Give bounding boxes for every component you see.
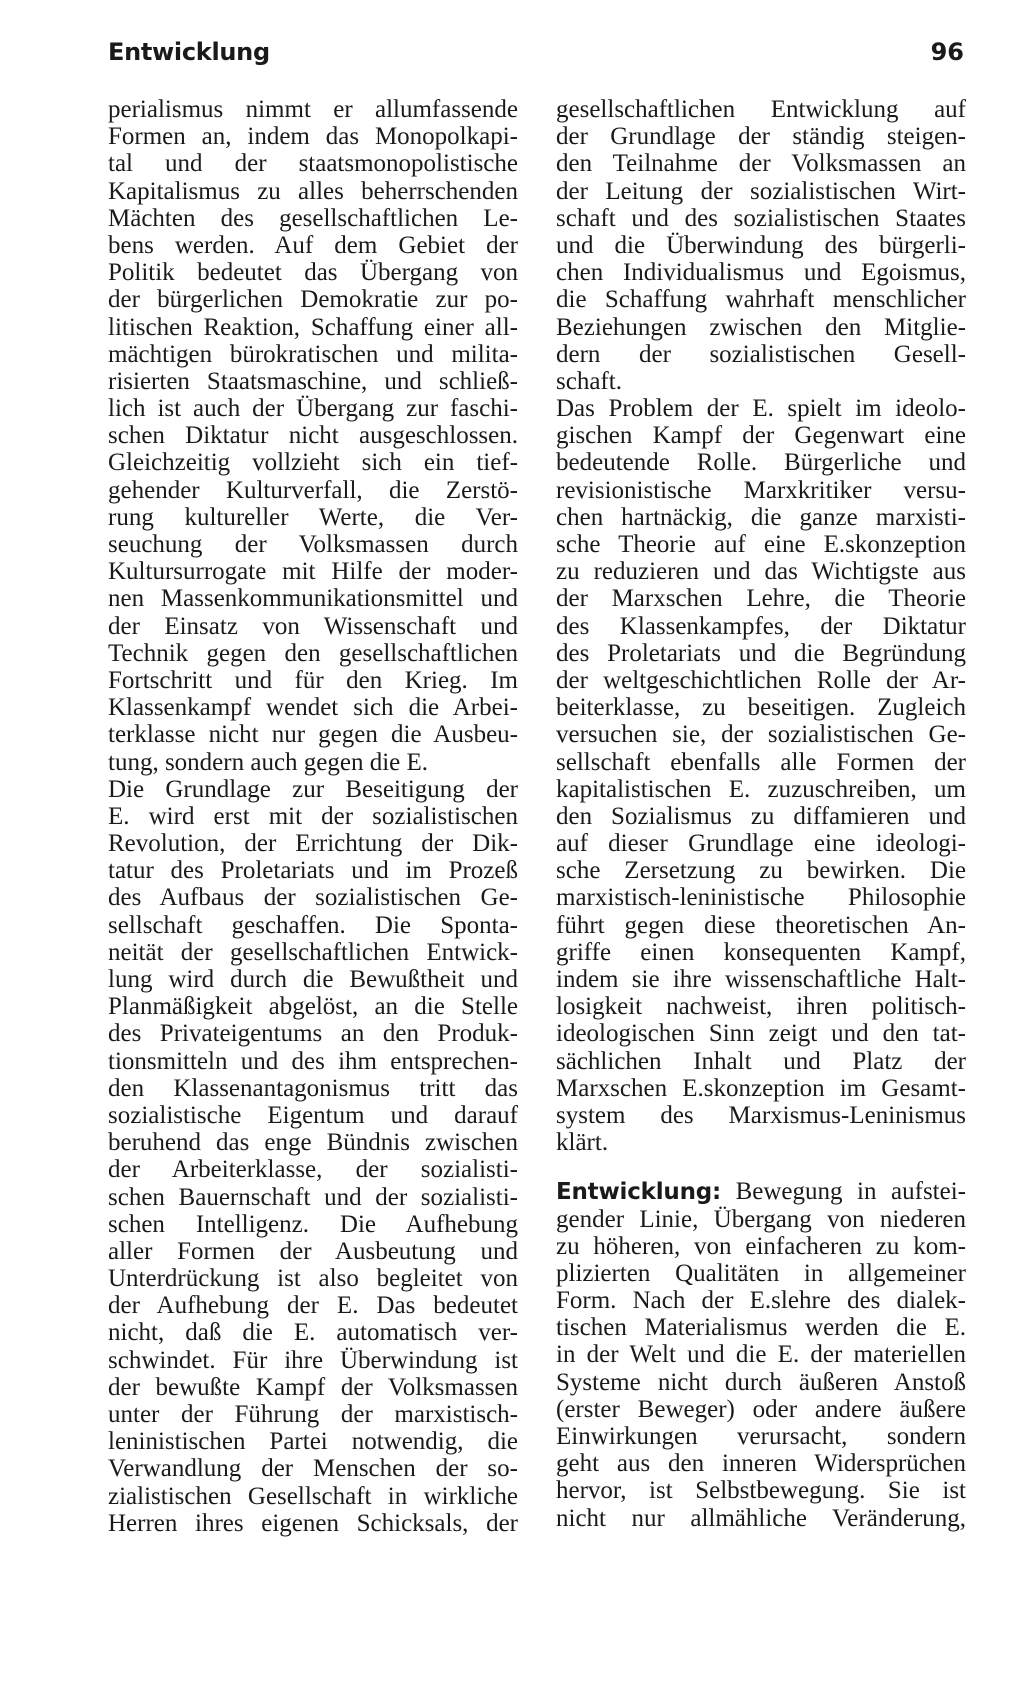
text-line: Formen an, indem das Monopolkapi- [108,123,518,151]
text-line: gender Linie, Übergang von niederen [556,1205,966,1233]
text-line: Revolution, der Errichtung der Dik- [108,830,518,858]
text-line: gischen Kampf der Gegenwart eine [556,422,966,450]
text-line: des Klassenkampfes, der Diktatur [556,612,966,640]
text-line: Systeme nicht durch äußeren Anstoß [556,1368,966,1396]
text-line: auf dieser Grundlage eine ideologi- [556,830,966,858]
text-line: revisionistische Marxkritiker versu- [556,476,966,504]
text-line: klärt. [556,1129,609,1157]
header-keyword: Entwicklung [108,38,270,66]
text-line: den Teilnahme der Volksmassen an [556,150,966,178]
text-line: Gleichzeitig vollzieht sich ein tief- [108,449,518,477]
text-line: Verwandlung der Menschen der so- [108,1455,518,1483]
text-line: schaft. [556,367,622,395]
text-line: (erster Beweger) oder andere äußere [556,1395,966,1423]
text-line: den Klassenantagonismus tritt das [108,1074,518,1102]
text-line: ideologischen Sinn zeigt und den tat- [556,1020,966,1048]
text-line: gehender Kulturverfall, die Zerstö- [108,476,518,504]
text-line: kapitalistischen E. zuzuschreiben, um [556,775,966,803]
text-line: tionsmitteln und des ihm entsprechen- [108,1047,518,1075]
text-line: des Proletariats und die Begründung [556,639,966,667]
text-line: beruhend das enge Bündnis zwischen [108,1129,518,1157]
entry-first-line-text: Bewegung in aufstei- [735,1178,966,1206]
text-line: Politik bedeutet das Übergang von [108,259,518,287]
text-line: nicht nur allmähliche Veränderung, [556,1504,966,1532]
text-line: mächtigen bürokratischen und milita- [108,340,518,368]
entry-first-line [556,1178,966,1205]
text-line: der Leitung der sozialistischen Wirt- [556,177,966,205]
text-line: der Einsatz von Wissenschaft und [108,612,518,640]
text-line: der Marxschen Lehre, die Theorie [556,585,966,613]
text-line: schen Bauernschaft und der sozialisti- [108,1183,518,1211]
text-line: schwindet. Für ihre Überwindung ist [108,1346,518,1374]
text-line: und die Überwindung des bürgerli- [556,231,966,259]
text-line: des Privateigentums an den Produk- [108,1020,518,1048]
text-line: zialistischen Gesellschaft in wirkliche [108,1482,518,1510]
text-line: seuchung der Volksmassen durch [108,531,518,558]
text-line: der weltgeschichtlichen Rolle der Ar- [556,666,966,694]
text-line: chen hartnäckig, die ganze marxisti- [556,503,966,531]
text-line: Unterdrückung ist also begleitet von [108,1265,518,1293]
text-line: E. wird erst mit der sozialistischen [108,802,518,830]
text-line: schen Intelligenz. Die Aufhebung [108,1210,518,1238]
text-line: beiterklasse, zu beseitigen. Zugleich [556,694,966,722]
text-line: leninistischen Partei notwendig, die [108,1428,518,1456]
text-line: system des Marxismus-Leninismus [556,1101,966,1129]
text-line: Kapitalismus zu alles beherrschenden [108,177,518,205]
text-line: plizierten Qualitäten in allgemeiner [556,1259,966,1287]
text-line: unter der Führung der marxistisch- [108,1401,518,1428]
right-column-body [556,96,966,1156]
text-line: Die Grundlage zur Beseitigung der [108,775,518,803]
text-line: sche Theorie auf eine E.skonzeption [556,531,966,558]
text-line: tischen Materialismus werden die E. [556,1314,966,1342]
text-line: neität der gesellschaftlichen Entwick- [108,938,518,966]
text-line: dern der sozialistischen Gesell- [556,340,966,368]
text-line: Beziehungen zwischen den Mitglie- [556,313,966,341]
text-line: tal und der staatsmonopolistische [108,150,518,178]
text-line: sächlichen Inhalt und Platz der [556,1047,966,1075]
text-line: perialismus nimmt er allumfassende [108,96,518,123]
text-line: lung wird durch die Bewußtheit und [108,966,518,993]
text-line: der Arbeiterklasse, der sozialisti- [108,1156,518,1184]
text-line: Kultursurrogate mit Hilfe der moder- [108,558,518,586]
text-line: geht aus den inneren Widersprüchen [556,1450,966,1478]
text-line: Mächten des gesellschaftlichen Le- [108,204,518,232]
text-line: marxistisch-leninistische Philosophie [556,884,966,912]
text-line: hervor, ist Selbstbewegung. Sie ist [556,1477,966,1505]
text-line: sozialistische Eigentum und darauf [108,1101,518,1129]
text-line: gesellschaftlichen Entwicklung auf [556,96,966,123]
text-line: der Aufhebung der E. Das bedeutet [108,1292,518,1320]
dictionary-entry [556,1178,966,1531]
text-line: nen Massenkommunikationsmittel und [108,585,518,613]
text-line: tatur des Proletariats und im Prozeß [108,857,518,885]
text-line: Einwirkungen verursacht, sondern [556,1423,966,1450]
text-line: der Grundlage der ständig steigen- [556,123,966,151]
text-line: bedeutende Rolle. Bürgerliche und [556,449,966,477]
text-line: Planmäßigkeit abgelöst, an die Stelle [108,993,518,1021]
entry-separator [556,1156,966,1178]
text-line: zu höheren, von einfacheren zu kom- [556,1232,966,1260]
text-line: führt gegen diese theoretischen An- [556,911,966,939]
text-line: Das Problem der E. spielt im ideolo- [556,395,966,423]
text-line: der bewußte Kampf der Volksmassen [108,1373,518,1401]
text-line: chen Individualismus und Egoismus, [556,259,966,287]
right-column [556,96,966,1532]
entry-body [556,1206,966,1532]
text-line: des Aufbaus der sozialistischen Ge- [108,884,518,912]
text-line: tung, sondern auch gegen die E. [108,748,429,776]
text-line: Form. Nach der E.slehre des dialek- [556,1287,966,1315]
text-line: rung kultureller Werte, die Ver- [108,503,518,531]
text-line: griffe einen konsequenten Kampf, [556,938,966,966]
page-number: 96 [930,38,964,66]
text-line: litischen Reaktion, Schaffung einer all- [108,313,518,341]
text-line: terklasse nicht nur gegen die Ausbeu- [108,721,518,749]
text-line: Herren ihres eigenen Schicksals, der [108,1509,518,1537]
text-line: nicht, daß die E. automatisch ver- [108,1319,518,1347]
text-line: Marxschen E.skonzeption im Gesamt- [556,1074,966,1102]
text-line: schaft und des sozialistischen Staates [556,204,966,232]
text-line: sellschaft geschaffen. Die Sponta- [108,911,518,939]
text-line: versuchen sie, der sozialistischen Ge- [556,721,966,749]
text-line: in der Welt und die E. der materiellen [556,1341,966,1369]
text-line: Technik gegen den gesellschaftlichen [108,639,518,667]
text-line: indem sie ihre wissenschaftliche Halt- [556,966,966,993]
left-column [108,96,518,1537]
text-line: sellschaft ebenfalls alle Formen der [556,748,966,776]
text-line: bens werden. Auf dem Gebiet der [108,231,518,259]
text-line: losigkeit nachweist, ihren politisch- [556,993,966,1021]
running-header [108,38,964,78]
text-line: der bürgerlichen Demokratie zur po- [108,286,518,314]
text-line: schen Diktatur nicht ausgeschlossen. [108,422,518,450]
text-line: Fortschritt und für den Krieg. Im [108,666,518,694]
text-line: lich ist auch der Übergang zur faschi- [108,395,518,423]
text-line: den Sozialismus zu diffamieren und [556,802,966,830]
text-line: sche Zersetzung zu bewirken. Die [556,857,966,885]
entry-headword: Entwicklung: [556,1179,722,1206]
text-line: Klassenkampf wendet sich die Arbei- [108,694,518,722]
text-line: zu reduzieren und das Wichtigste aus [556,558,966,586]
text-line: die Schaffung wahrhaft menschlicher [556,286,966,314]
text-line: aller Formen der Ausbeutung und [108,1237,518,1265]
text-line: risierten Staatsmaschine, und schließ- [108,367,518,395]
